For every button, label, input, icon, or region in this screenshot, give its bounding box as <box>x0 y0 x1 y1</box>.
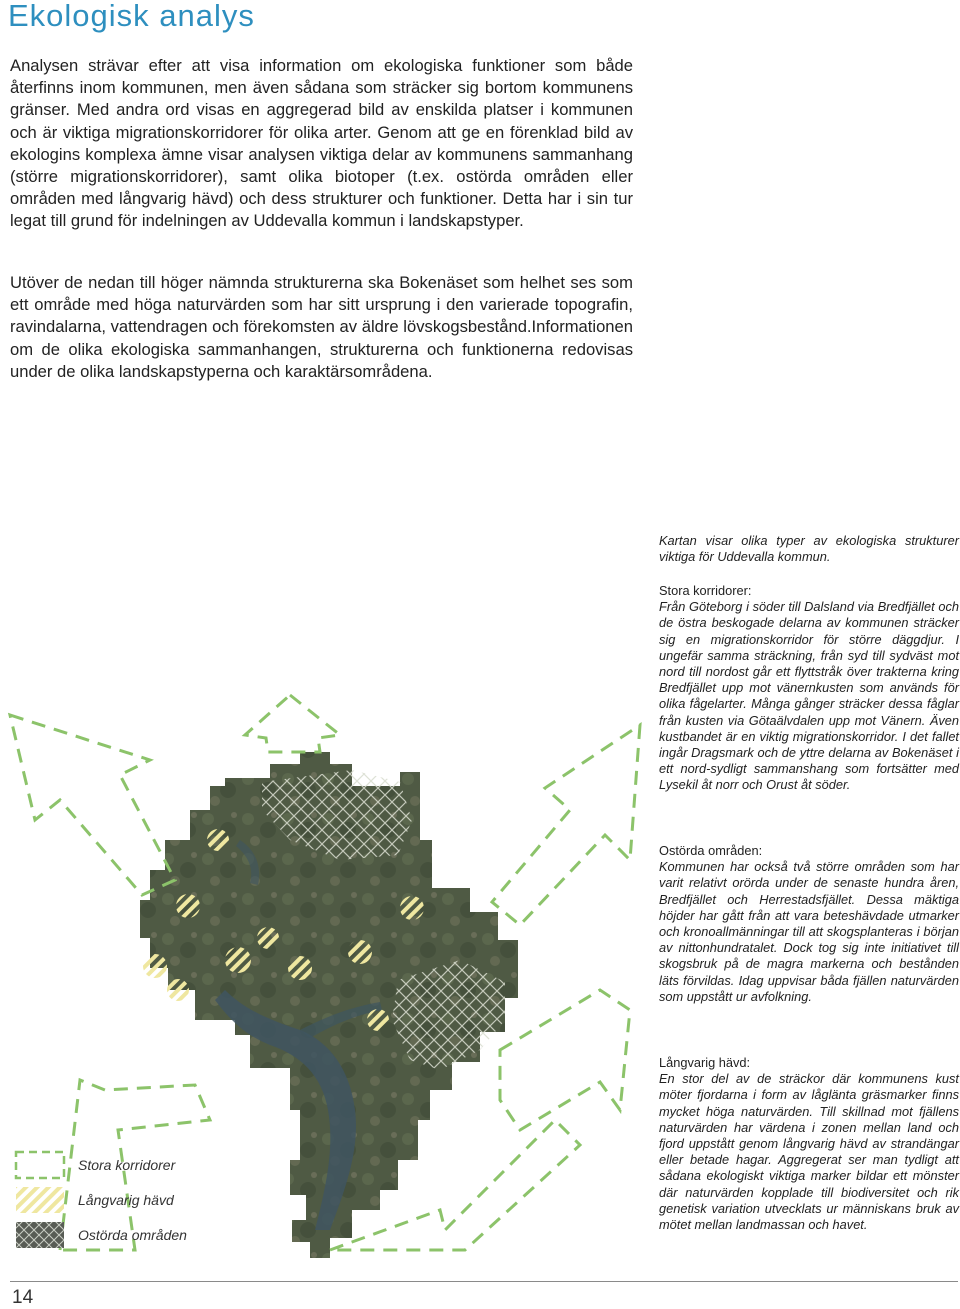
grazing-area <box>225 947 251 973</box>
grazing-area <box>257 927 279 949</box>
page-number: 14 <box>12 1287 34 1308</box>
legend-item-undisturbed <box>14 1220 234 1250</box>
legend-item-grazing <box>14 1185 234 1215</box>
caption-heading: Ostörda områden: <box>659 843 763 858</box>
yellow-hatch-swatch-icon <box>14 1185 66 1215</box>
page-title: Ekologisk analys <box>8 0 255 33</box>
grazing-area <box>176 894 200 918</box>
legend-label: Långvarig hävd <box>78 1192 174 1208</box>
grazing-area <box>288 956 312 980</box>
caption-intro-text: Kartan visar olika typer av ekologiska strukturer viktiga för Uddevalla kommun. <box>659 533 959 565</box>
caption-section-undisturbed <box>659 843 959 1005</box>
crosshatch-swatch-icon <box>14 1220 66 1250</box>
legend-item-corridors <box>14 1150 234 1180</box>
legend-label: Ostörda områden <box>78 1227 187 1243</box>
caption-section-grazing <box>659 1055 959 1233</box>
grazing-area <box>348 940 372 964</box>
intro-paragraph-2: Utöver de nedan till höger nämnda strukturerna ska Bokenäset som helhet ses som ett område med höga naturvärden som har sitt ursprung i den varierade topografin, ravindalarna, vattendragen och förekomsten av äldre lövskogsbestånd.Informationen om de olika ekologiska sammanhangen, strukturerna och funktionerna redovisas under de olika landskapstyperna och karaktärsområdena. <box>10 273 633 381</box>
legend-label: Stora korridorer <box>78 1157 176 1173</box>
caption-body: En stor del av de sträckor där kommunens kust möter fjordarna i form av låglänta gräsmarker finns mycket höga naturvärden. Till skillnad mot fjällens naturvärden har värdena i zonen mellan land och fjord uppstått genom långvarig hävd av strandängar eller betade hagar. Aggregerat ser man tydligt att sådana ekologiskt viktiga marker bildar ett mönster där naturvärden kopplade till biodiversitet och rik genetisk variation utvecklats ur människans bruk av mötet mellan landmassan och havet. <box>659 1071 959 1233</box>
migration-corridor-southeast <box>500 990 630 1130</box>
grazing-area <box>207 829 229 851</box>
caption-body: Kommunen har också två större områden som har varit relativt orörda under de senaste hundra åren, Bredfjället och Herrestadsfjället. Dessa mäktiga höjder har gått från att vara beteshävdade utmarker och kronoallmänningar till att skogsplanteras i början av nittonhundratalet. Dock tog sig inte initiativet till skogsbruk på de magra markerna och bestånden läts förvildas. Idag uppvisar båda fjällen naturvärden som uppstått ur avfolkning. <box>659 859 959 1004</box>
caption-section-corridors <box>659 583 959 794</box>
caption-heading: Stora korridorer: <box>659 583 752 598</box>
grazing-area <box>167 979 189 1001</box>
intro-paragraph-1: Analysen strävar efter att visa information om ekologiska funktioner som både återfinns inom kommunen, men även sådana som sträcker sig bortom kommunens gränser. Med andra ord visas en aggregerad bild av enskilda platser i kommunen och är viktiga migrationskorridorer för olika arter. Genom att ge en förenklad bild av ekologins komplexa ämne visar analysen viktiga delar av kommunens sammanhang (större migrationskorridorer), samt olika biotoper (t.ex. ostörda områden eller områden med långvarig hävd) och dess strukturer och funktioner. Detta har i sin tur legat till grund för indelningen av Uddevalla kommun i landskapstyper. <box>10 56 633 231</box>
caption-body: Från Göteborg i söder till Dalsland via Bredfjället och de östra beskogade delarna av kommunen sträcker sig en migrationskorridor för större däggdjur. I ungefär samma sträckning, från syd till sydväst mot nord till nordost går ett flyttstråk över trakterna kring Bredfjället upp mot vänernkusten som används för olika fågelarter. Många gånger sträcker dessa fåglar från kusten via Götaälvdalen upp mot Vänern. Även kustbandet är en viktig migrationskorridor. I det fallet ingår Dragsmark och de yttre delarna av Bokenäset i ett nord-sydligt sammanshang som fortsätter med Lysekil åt norr och Orust åt söder. <box>659 599 959 793</box>
migration-corridor-north <box>245 695 340 752</box>
dashed-corridor-swatch-icon <box>14 1150 66 1180</box>
migration-corridor-northeast <box>492 725 640 925</box>
grazing-area <box>400 896 424 920</box>
caption-heading: Långvarig hävd: <box>659 1055 751 1070</box>
grazing-area <box>367 1009 389 1031</box>
migration-corridor-west <box>10 715 175 895</box>
footer-divider <box>10 1281 958 1282</box>
undisturbed-area-southeast <box>392 960 505 1070</box>
map-caption-intro <box>659 533 959 565</box>
grazing-area <box>143 954 167 978</box>
